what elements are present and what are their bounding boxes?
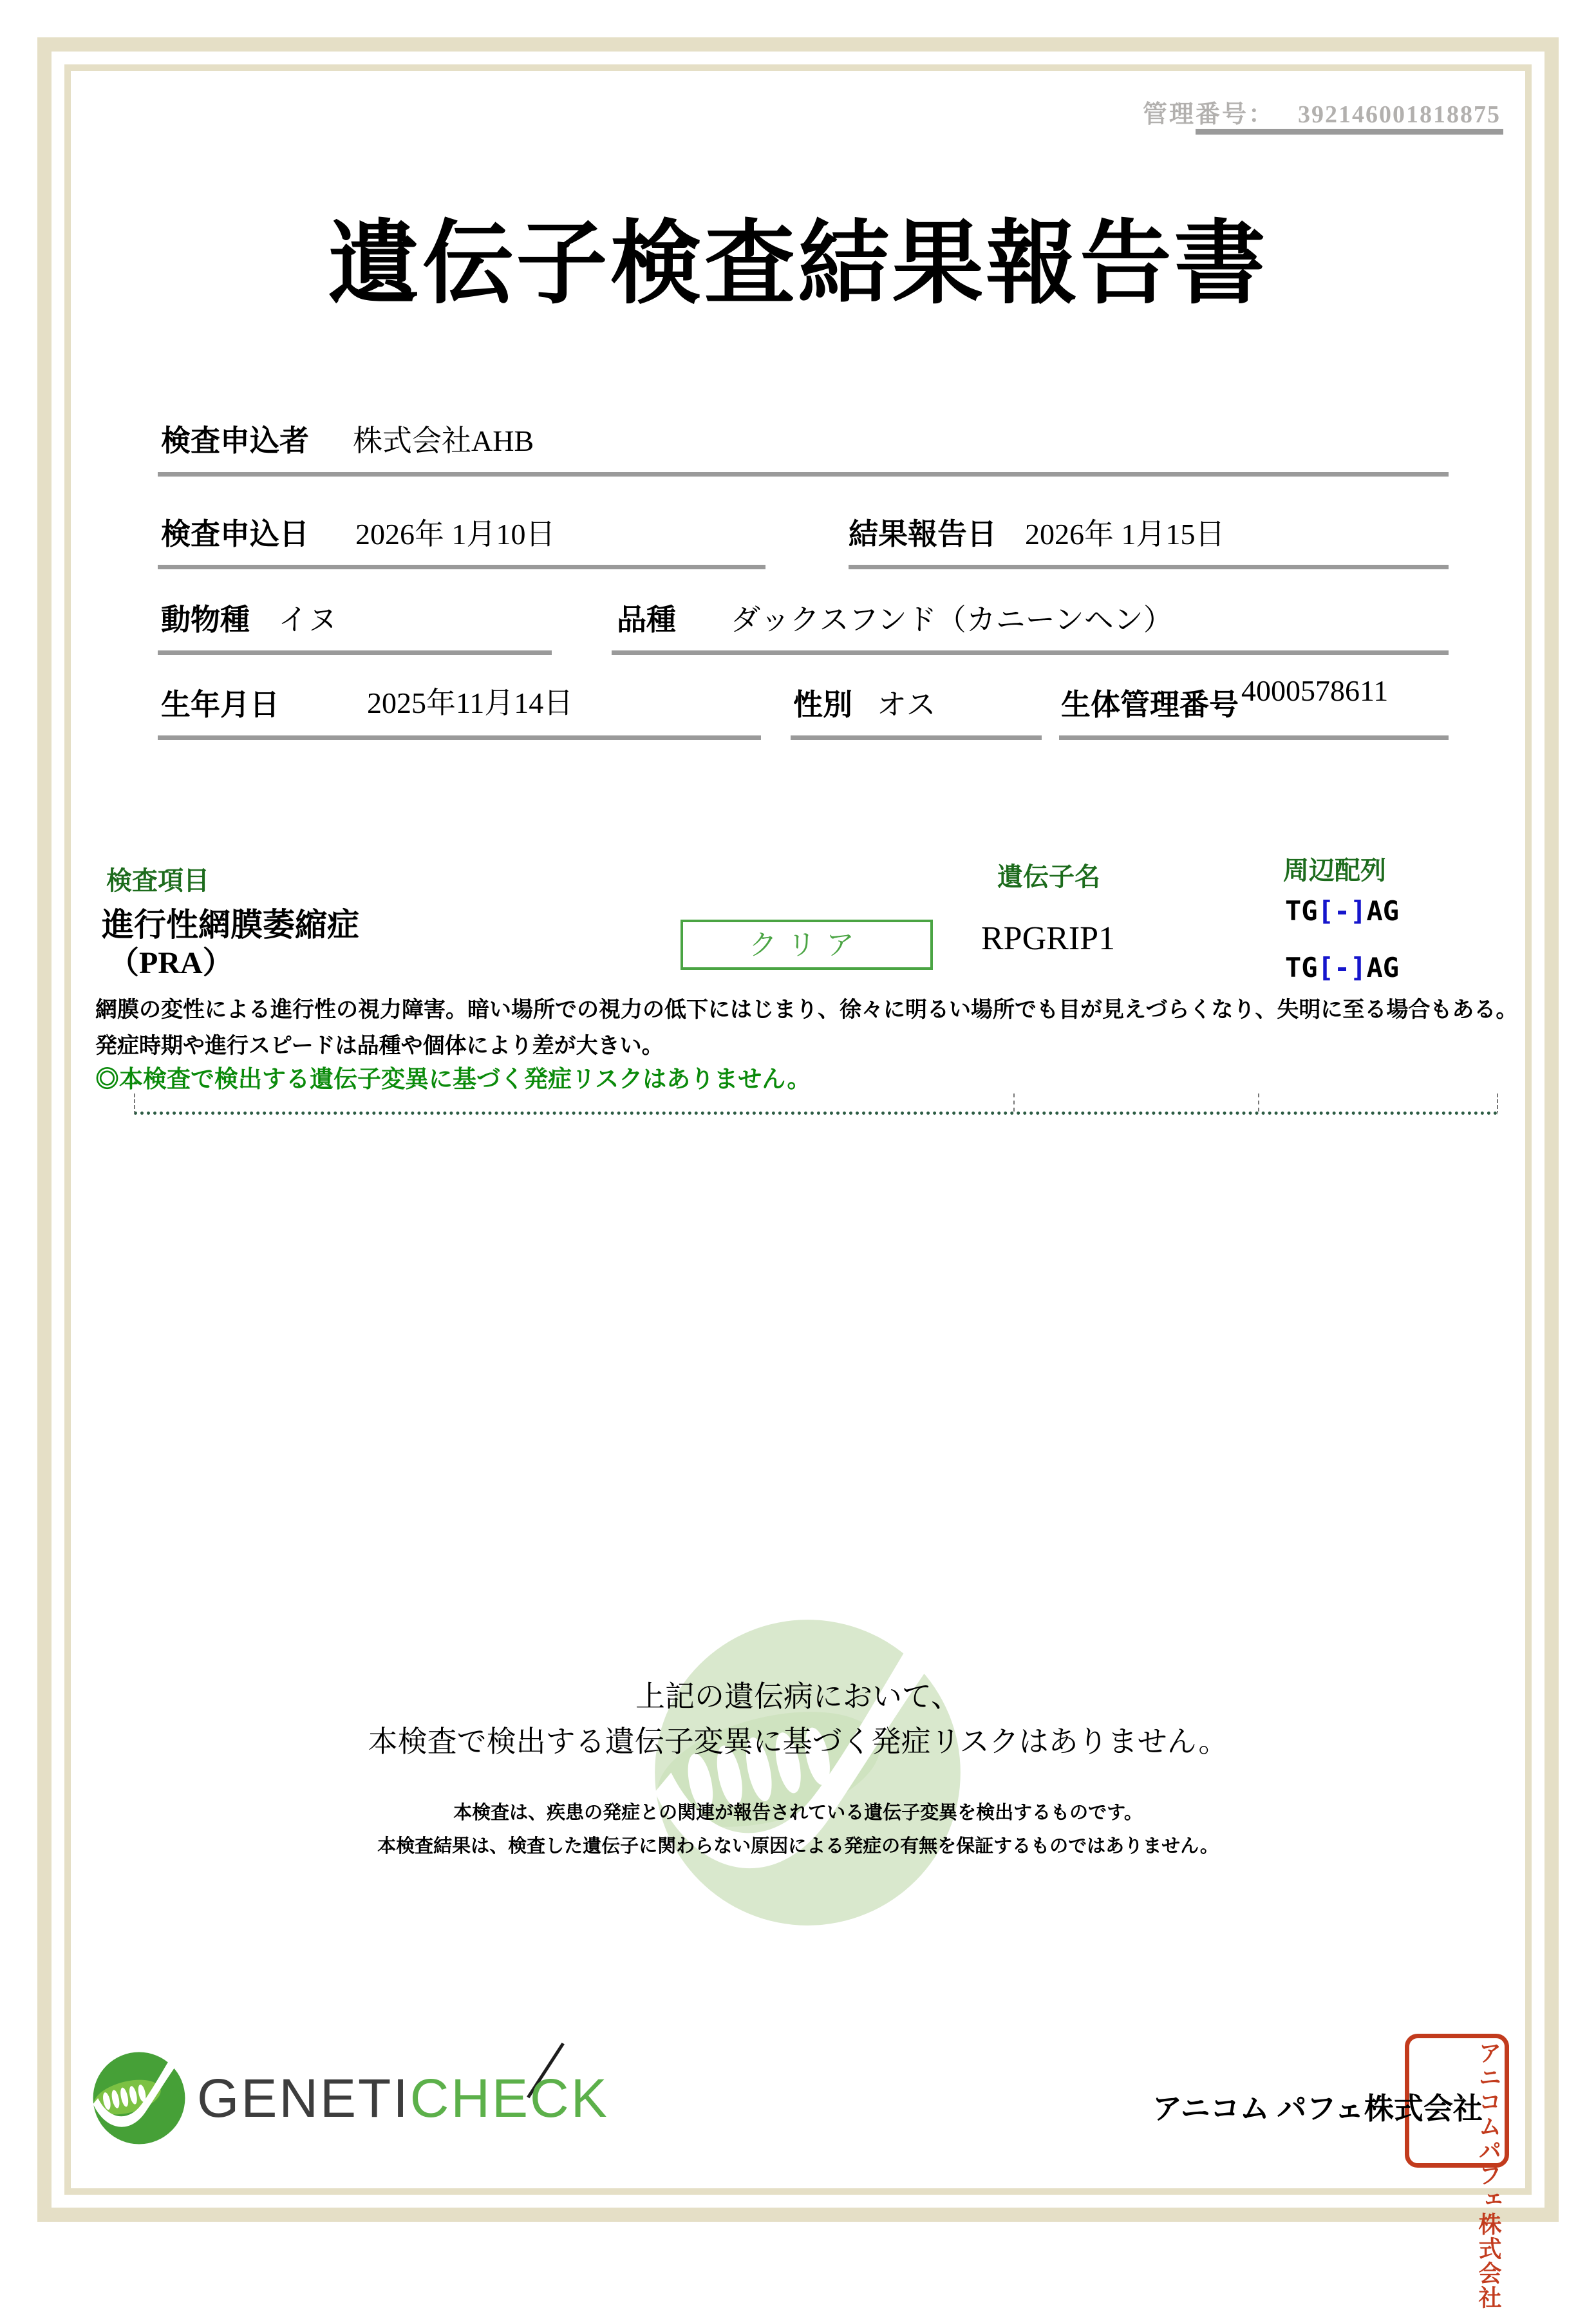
management-number-label: 管理番号： [1142, 101, 1275, 128]
sequence-2-variant: [-] [1317, 952, 1367, 983]
breed-value: ダックスフンド（カニーンヘン） [731, 603, 1173, 636]
sex-label: 性別 [793, 688, 852, 721]
sex-value: オス [877, 688, 936, 721]
species-value: イヌ [278, 603, 337, 636]
gene-name-header: 遺伝子名 [997, 862, 1100, 891]
result-clear-badge: クリア [681, 920, 933, 970]
logo-text-check: CHECK [409, 2067, 609, 2128]
sequence-2-post: AG [1366, 952, 1400, 983]
species-underline [158, 650, 552, 655]
summary-line2: 本検査で検出する遺伝子変異に基づく発症リスクはありません。 [368, 1725, 1228, 1758]
applicant-underline [158, 472, 1449, 477]
summary-note1: 本検査は、疾患の発症との関連が報告されている遺伝子変異を検出するものです。 [453, 1803, 1143, 1823]
disease-description-line1: 網膜の変性による進行性の視力障害。暗い場所での視力の低下にはじまり、徐々に明るい場所でも目が見えづらくなり、失明に至る場合もある。 [95, 998, 1518, 1022]
animal-id-label: 生体管理番号 [1061, 688, 1239, 721]
animal-id-value: 4000578611 [1241, 674, 1389, 707]
seal-column-kabushikigaisha: 株式会社 [1476, 2212, 1501, 2310]
sequence-1-pre: TG [1285, 895, 1318, 927]
applicant-label: 検査申込者 [161, 424, 309, 457]
sequence-allele-2 [1285, 952, 1399, 983]
empty-row-separator-2 [1258, 1093, 1259, 1112]
geneticheck-logo-icon [90, 2049, 188, 2147]
company-name: アニコム パフェ株式会社 [1152, 2092, 1483, 2125]
disease-name: 進行性網膜萎縮症 [102, 907, 359, 943]
geneticheck-logo-text [197, 2067, 609, 2130]
gene-name-value: RPGRIP1 [981, 920, 1116, 957]
birth-date-value: 2025年11月14日 [367, 686, 574, 719]
summary-note2: 本検査結果は、検査した遺伝子に関わらない原因による発症の有無を保証するものではありません。 [377, 1836, 1219, 1857]
sex-underline [791, 735, 1042, 740]
apply-date-label: 検査申込日 [161, 518, 309, 551]
report-date-value: 2026年 1月15日 [1025, 518, 1225, 551]
disease-abbreviation: （PRA） [108, 946, 234, 980]
test-item-header: 検査項目 [106, 866, 209, 895]
applicant-value: 株式会社AHB [353, 424, 534, 457]
page-title: 遺伝子検査結果報告書 [328, 213, 1268, 315]
sequence-1-variant: [-] [1317, 895, 1367, 927]
sequence-header: 周辺配列 [1283, 856, 1386, 885]
species-label: 動物種 [161, 603, 250, 636]
sequence-2-pre: TG [1285, 952, 1318, 983]
breed-underline [612, 650, 1449, 655]
apply-date-value: 2026年 1月10日 [355, 518, 556, 551]
management-number-underline [1196, 129, 1503, 135]
empty-row-separator-1 [1013, 1093, 1015, 1112]
sequence-1-post: AG [1366, 895, 1400, 927]
risk-note: ◎本検査で検出する遺伝子変異に基づく発症リスクはありません。 [95, 1066, 811, 1093]
animal-id-underline [1059, 735, 1449, 740]
summary-line1: 上記の遺伝病において、 [635, 1680, 961, 1713]
management-number [1143, 94, 1501, 129]
birth-date-underline [158, 735, 761, 740]
apply-date-underline [158, 565, 765, 569]
breed-label: 品種 [617, 603, 676, 636]
empty-result-row [134, 1093, 1498, 1115]
report-date-underline [849, 565, 1449, 569]
logo-text-geneti: GENETI [197, 2067, 410, 2128]
genecheck-watermark-icon [645, 1610, 970, 1935]
sequence-allele-1 [1285, 895, 1399, 927]
seal-column-pafe: パフェ [1476, 2139, 1501, 2212]
management-number-value: 392146001818875 [1298, 101, 1501, 128]
birth-date-label: 生年月日 [161, 688, 279, 721]
report-date-label: 結果報告日 [849, 518, 997, 551]
disease-description-line2: 発症時期や進行スピードは品種や個体により差が大きい。 [95, 1034, 664, 1058]
seal-column-anicom: アニコム [1476, 2041, 1501, 2139]
geneticheck-logo [90, 2049, 609, 2147]
